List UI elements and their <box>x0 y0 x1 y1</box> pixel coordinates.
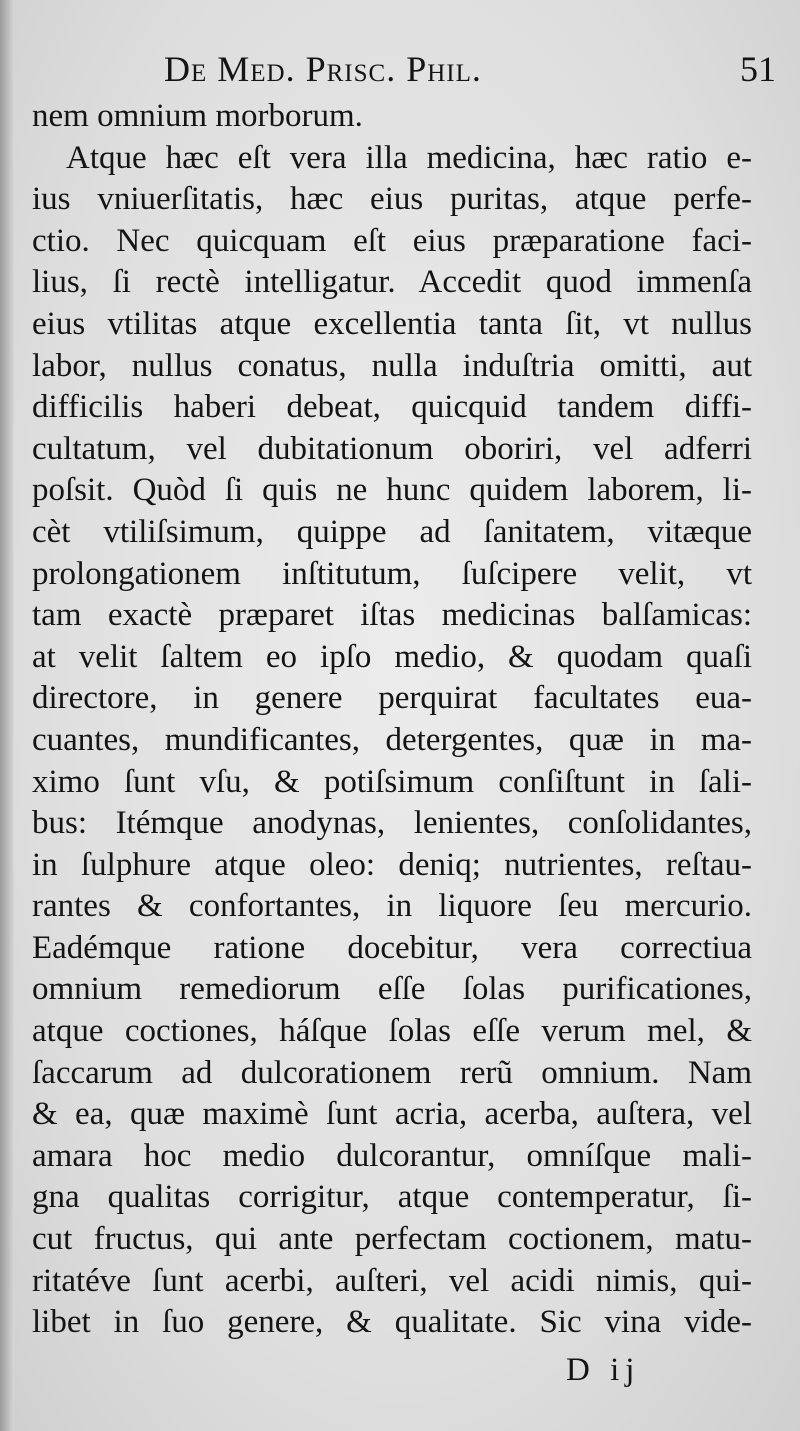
running-title: De Med. Prisc. Phil. <box>164 49 482 89</box>
text-line: eius vtilitas atque excellentia tanta ſit, vt nullus <box>32 305 752 342</box>
text-line: in ſulphure atque oleo: deniq; nutrientes, reſtau- <box>32 846 752 883</box>
text-line: cut fructus, qui ante perfectam coctionem, matu- <box>32 1221 752 1258</box>
text-line: amara hoc medio dulcorantur, omníſque mali- <box>32 1137 752 1174</box>
text-line: ctio. Nec quicquam eſt eius præparatione faci- <box>32 222 752 259</box>
signature-mark: D ij <box>566 1352 641 1388</box>
text-line: atque coctiones, háſque ſolas eſſe verum mel, & <box>32 1013 752 1050</box>
text-line: labor, nullus conatus, nulla induſtria omitti, aut <box>32 347 752 384</box>
text-line: ius vniuerſitatis, hæc eius puritas, atque perfe- <box>32 181 752 218</box>
page-number: 51 <box>740 49 776 89</box>
text-line: directore, in genere perquirat facultates eua- <box>32 680 752 717</box>
text-line: libet in ſuo genere, & qualitate. Sic vina vide- <box>32 1304 752 1341</box>
text-line: nem omnium morborum. <box>32 98 363 134</box>
text-line: gna qualitas corrigitur, atque contemperatur, ſi- <box>32 1179 752 1216</box>
text-line: Atque hæc eſt vera illa medicina, hæc ratio e- <box>66 139 752 176</box>
text-line: tam exactè præparet iſtas medicinas balſamicas: <box>32 597 752 634</box>
text-line: ſaccarum ad dulcorationem rerũ omnium. Nam <box>32 1054 752 1091</box>
text-line: & ea, quæ maximè ſunt acria, acerba, auſtera, vel <box>32 1096 752 1133</box>
text-line: ritatéve ſunt acerbi, auſteri, vel acidi nimis, qui- <box>32 1262 752 1299</box>
text-line: at velit ſaltem eo ipſo medio, & quodam quaſi <box>32 638 752 675</box>
text-line: bus: Itémque anodynas, lenientes, conſolidantes, <box>32 805 752 842</box>
text-line: cèt vtiliſsimum, quippe ad ſanitatem, vitæque <box>32 513 752 550</box>
text-line: difficilis haberi debeat, quicquid tandem diffi- <box>32 389 752 426</box>
body-text <box>32 96 752 1344</box>
text-line: ximo ſunt vſu, & potiſsimum conſiſtunt in ſali- <box>32 763 752 800</box>
running-head <box>40 48 780 92</box>
text-line: omnium remediorum eſſe ſolas purificationes, <box>32 971 752 1008</box>
text-line: Eadémque ratione docebitur, vera correctiua <box>32 929 752 966</box>
text-line: poſsit. Quòd ſi quis ne hunc quidem laborem, li- <box>32 472 752 509</box>
text-line: lius, ſi rectè intelligatur. Accedit quod immenſa <box>32 264 752 301</box>
text-line: rantes & confortantes, in liquore ſeu mercurio. <box>32 888 752 925</box>
text-line: cultatum, vel dubitationum oboriri, vel adferri <box>32 430 752 467</box>
text-line: prolongationem inſtitutum, ſuſcipere velit, vt <box>32 555 752 592</box>
page-gutter-shadow <box>0 0 14 1431</box>
text-line: cuantes, mundificantes, detergentes, quæ in ma- <box>32 721 752 758</box>
